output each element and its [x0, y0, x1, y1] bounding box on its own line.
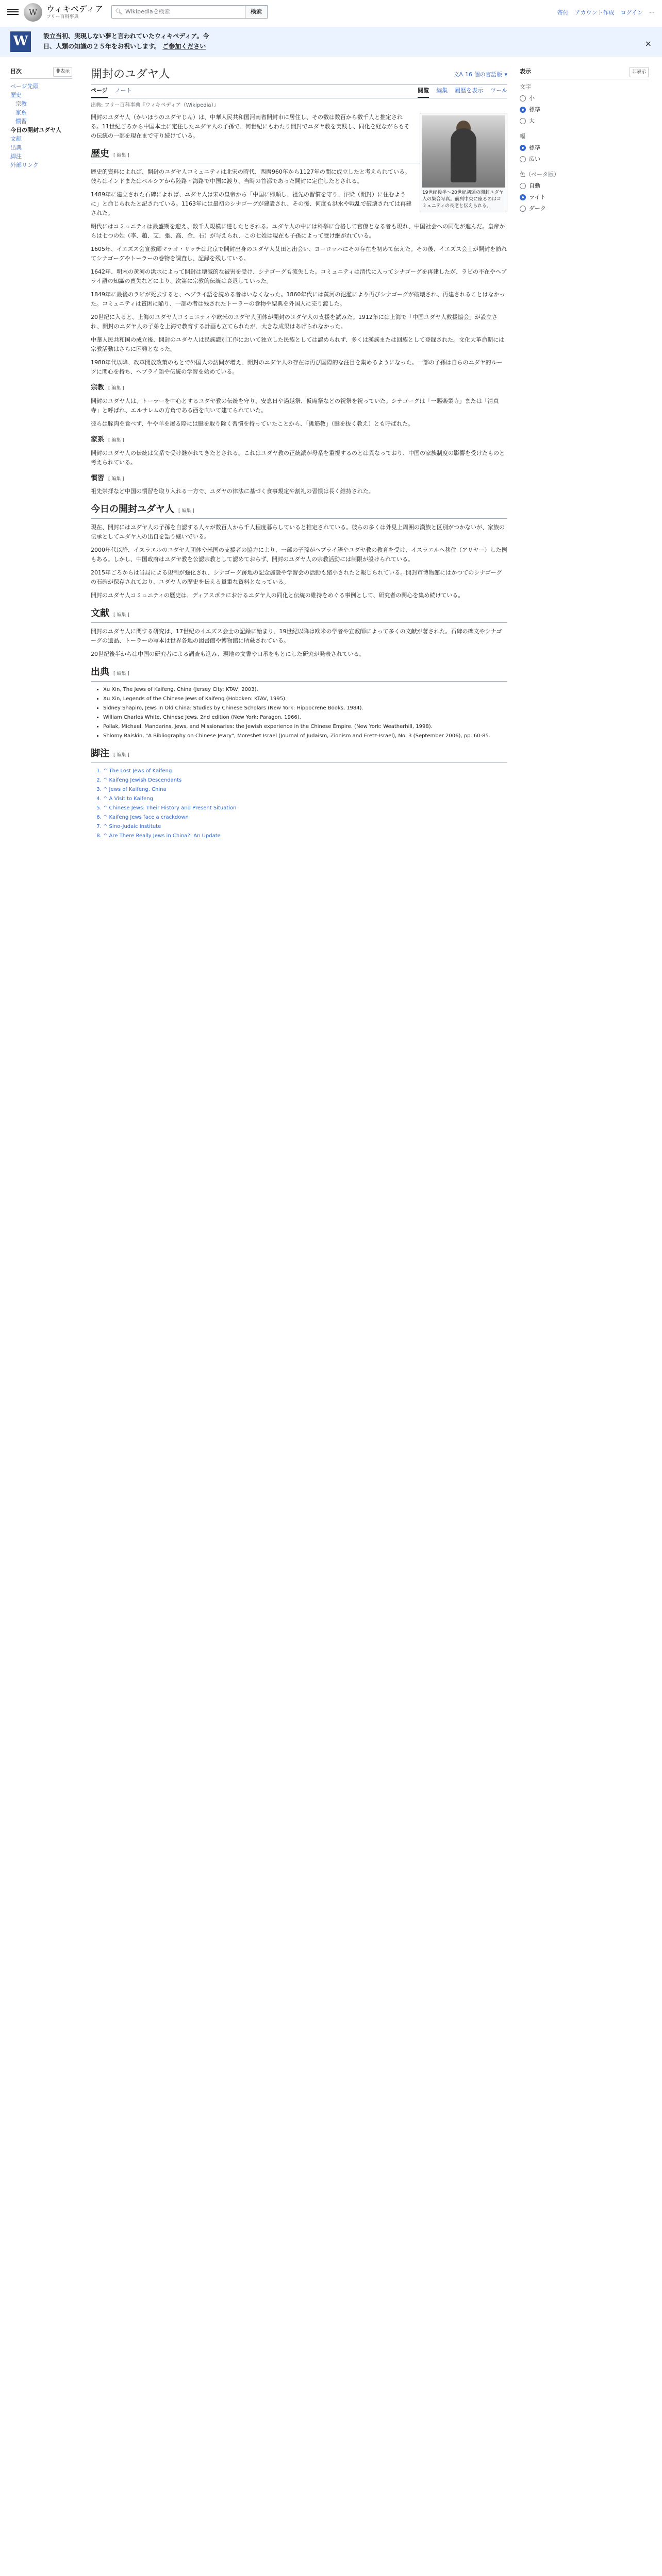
section-heading-literature: 文献 [ 編集 ] [91, 607, 507, 623]
history-paragraph: 20世紀に入ると、上海のユダヤ人コミュニティや欧米のユダヤ人団体が開封のユダヤ人の支援を試みた。1912年には上海で「中国ユダヤ人救援協会」が設立され、開封のユダヤ人の子弟を上海で教育する計画も立てられたが、大きな成果はあげられなかった。 [91, 314, 498, 330]
history-paragraph: 1642年、明末の黄河の洪水によって開封は壊滅的な被害を受け、シナゴーグも流失した。コミュニティは清代に入ってシナゴーグを再建したが、ラビの不在やヘブライ語の知識の喪失などにより、次第に宗教的伝統は衰退していった。 [91, 268, 507, 284]
language-icon: 文A [453, 71, 463, 78]
list-item: • William Charles White, Chinese Jews, 2nd edition (New York: Paragon, 1966). [103, 714, 507, 722]
tab-history[interactable]: 履歴を表示 [455, 87, 484, 94]
footnote-link[interactable]: 4. ^ A Visit to Kaifeng [103, 795, 507, 803]
subsection-heading-customs: 慣習 [ 編集 ] [91, 474, 124, 482]
notes-list [91, 767, 507, 840]
login-link[interactable]: ログイン [620, 9, 643, 16]
history-paragraph: 歴史的資料によれば、開封のユダヤ人コミュニティは北宋の時代、西暦960年から1127年の間に成立したと考えられている。彼らはインドまたはペルシアから陸路・海路で中国に渡り、当時の首都であった開封に定住したとされる。 [91, 168, 410, 184]
search-form [111, 5, 268, 19]
edit-link[interactable]: [ 編集 ] [108, 386, 124, 391]
text-size-option[interactable]: 標準 [520, 105, 649, 114]
literature-paragraph: 開封のユダヤ人に関する研究は、17世紀のイエズス会士の記録に始まり、19世紀以降は欧米の学者や宣教師によって多くの文献が著された。石碑の碑文やシナゴーグの遺品、トーラーの写本は世界各地の図書館や博物館に所蔵されている。 [91, 628, 502, 645]
history-paragraph: 中華人民共和国の成立後、開封のユダヤ人は民族識別工作において独立した民族としては認められず、多くは漢族または回族として登録された。文化大革命期には宗教活動はさらに困難となった。 [91, 336, 505, 352]
tab-tools[interactable]: ツール [490, 87, 507, 94]
text-size-option[interactable]: 大 [520, 116, 649, 126]
from-wikipedia: 出典: フリー百科事典『ウィキペディア（Wikipedia）』 [91, 103, 219, 108]
width-option[interactable]: 標準 [520, 143, 649, 152]
search-placeholder: Wikipediaを検索 [125, 8, 170, 15]
banner-close-button[interactable]: × [644, 39, 652, 48]
subsection-heading-lineage: 家系 [ 編集 ] [91, 435, 124, 444]
user-menu [557, 8, 655, 18]
toc-item-notes[interactable]: 脚注 [10, 153, 22, 160]
appearance-header: 表示 非表示 [520, 67, 649, 79]
today-paragraph: 2000年代以降、イスラエルのユダヤ人団体や米国の支援者の協力により、一部の子孫がヘブライ語やユダヤ教の教育を受け、イスラエルへ移住（アリヤー）した例もある。しかし、中国政府はユダヤ教を公認宗教として認めておらず、開封のユダヤ人の宗教活動には制限が設けられている。 [91, 547, 507, 563]
toc-item-literature[interactable]: 文献 [10, 135, 22, 142]
logo-subtitle: フリー百科事典 [46, 14, 79, 20]
logo-title: ウィキペディア [46, 4, 103, 14]
footnote-link[interactable]: 6. ^ Kaifeng Jews face a crackdown [103, 814, 507, 822]
toc-item-external[interactable]: 外部リンク [10, 162, 39, 168]
toc-subitem-customs[interactable]: 慣習 [15, 118, 27, 125]
create-account-link[interactable]: アカウント作成 [574, 9, 615, 16]
site-logo[interactable] [24, 3, 103, 22]
religion-paragraph: 彼らは豚肉を食べず、牛や羊を屠る際には腱を取り除く習慣を持っていたことから、「挑筋教」（腱を抜く教え）とも呼ばれた。 [91, 420, 414, 427]
width-group: 幅 標準 広い [520, 132, 649, 164]
fundraising-banner [0, 27, 662, 57]
lineage-paragraph: 開封のユダヤ人の伝統は父系で受け継がれてきたとされる。これはユダヤ教の正統派が母系を重視するのとは異なっており、中国の家族制度の影響を受けたものと考えられている。 [91, 449, 505, 466]
toc-subitem-lineage[interactable]: 家系 [15, 109, 27, 116]
banner-message: 設立当初、実現しない夢と言われていたウィキペディア。今日、人類の知識の２５年をお祝いします。 ご参加ください [43, 32, 209, 50]
section-heading-sources: 出典 [ 編集 ] [91, 666, 507, 682]
footnote-link[interactable]: 8. ^ Are There Really Jews in China?: An Update [103, 832, 507, 840]
literature-paragraph: 20世紀後半からは中国の研究者による調査も進み、現地の文書や口承をもとにした研究が発表されている。 [91, 651, 365, 658]
toc-header: 目次 非表示 [10, 67, 72, 79]
history-paragraph: 1849年に最後のラビが死去すると、ヘブライ語を読める者はいなくなった。1860年代には黄河の氾濫により再びシナゴーグが破壊され、再建されることはなかった。コミュニティは貧困に陥り、一部の者は残されたトーラーの巻物や聖典を外国人に売り渡した。 [91, 291, 505, 307]
edit-link[interactable]: [ 編集 ] [113, 753, 129, 758]
page-tabs [91, 86, 507, 98]
edit-link[interactable]: [ 編集 ] [108, 476, 124, 482]
religion-paragraph: 開封のユダヤ人は、トーラーを中心とするユダヤ教の伝統を守り、安息日や過越祭、仮庵祭などの祝祭を祝っていた。シナゴーグは「一賜楽業寺」または「清真寺」と呼ばれ、エルサレムの方角である西を向いて建てられていた。 [91, 397, 499, 414]
edit-link[interactable]: [ 編集 ] [113, 671, 129, 677]
today-paragraph: 開封のユダヤ人コミュニティの歴史は、ディアスポラにおけるユダヤ人の同化と伝統の維持をめぐる事例として、研究者の関心を集め続けている。 [91, 592, 464, 599]
color-group: 色（ベータ版） 自動 ライト ダーク [520, 170, 649, 213]
banner-link[interactable]: ご参加ください [162, 43, 206, 50]
intro-paragraph: 開封のユダヤ人（かいほうのユダヤじん）は、中華人民共和国河南省開封市に居住し、その数は数百から数千人と推定される。11世紀ごろから中国本土に定住したユダヤ人の子孫で、何世紀にもわたり開封でユダヤ教を実践し、同化を経ながらもその伝統の一部を現在まで守り続けている。 [91, 114, 410, 139]
banner-logo-icon: W [10, 31, 31, 52]
section-heading-notes: 脚注 [ 編集 ] [91, 748, 507, 763]
history-paragraph: 1980年代以降、改革開放政策のもとで外国人の訪問が増え、開封のユダヤ人の存在は再び国際的な注目を集めるようになった。一部の子孫は自らのユダヤ的ルーツに関心を持ち、ヘブライ語や伝統の学習を始めている。 [91, 359, 503, 375]
appearance-panel [520, 67, 649, 219]
toc-item-sources[interactable]: 出典 [10, 144, 22, 151]
main-content [91, 67, 507, 841]
footnote-link[interactable]: 7. ^ Sino-Judaic Institute [103, 823, 507, 831]
today-paragraph: 現在、開封にはユダヤ人の子孫を自認する人々が数百人から千人程度暮らしていると推定されている。彼らの多くは外見上周囲の漢族と区別がつかないが、家族の伝承としてユダヤ人の出自を語り継いでいる。 [91, 524, 505, 540]
color-option[interactable]: ライト [520, 193, 649, 202]
customs-paragraph: 祖先崇拝など中国の慣習を取り入れる一方で、ユダヤの律法に基づく食事規定や割礼の習慣は長く維持された。 [91, 488, 374, 495]
donate-link[interactable]: 寄付 [557, 9, 569, 16]
list-item: • Shlomy Raiskin, "A Bibliography on Chinese Jewry", Moreshet Israel (Journal of Judaism, Zionism and Eretz-Israel), No. 3 (September 2006), pp. 60-85. [103, 732, 507, 740]
search-button[interactable]: 検索 [245, 5, 268, 19]
section-heading-history: 歴史 [ 編集 ] [91, 148, 507, 163]
wikipedia-globe-icon: W [24, 3, 42, 22]
list-item: • Xu Xin, The Jews of Kaifeng, China (Jersey City: KTAV, 2003). [103, 686, 507, 694]
footnote-link[interactable]: 2. ^ Kaifeng Jewish Descendants [103, 776, 507, 785]
list-item: • Pollak, Michael. Mandarins, Jews, and Missionaries: the Jewish experience in the Chinese Empire. (New York: Weatherhill, 1998). [103, 723, 507, 731]
tab-edit[interactable]: 編集 [436, 87, 448, 94]
history-paragraph: 1489年に建立された石碑によれば、ユダヤ人は宋の皇帝から「中国に帰順し、祖先の習慣を守り、汴梁（開封）に住むように」と命じられたと記されている。1163年には最初のシナゴーグが建設され、その後、何度も洪水や戦乱で破壊されては再建された。 [91, 191, 412, 216]
footnote-link[interactable]: 3. ^ Jews of Kaifeng, China [103, 786, 507, 794]
search-icon: 🔍︎ [115, 8, 122, 15]
edit-link[interactable]: [ 編集 ] [113, 613, 129, 618]
language-count: 16 個の言語版 [465, 71, 503, 78]
sources-list [91, 686, 507, 740]
site-header [0, 0, 662, 26]
color-option[interactable]: 自動 [520, 181, 649, 191]
edit-link[interactable]: [ 編集 ] [108, 437, 124, 443]
tab-talk[interactable]: ノート [114, 87, 132, 94]
toc-item-history[interactable]: 歴史 [10, 92, 22, 98]
toc-hide-button[interactable]: 非表示 [53, 67, 72, 77]
subsection-heading-religion: 宗教 [ 編集 ] [91, 384, 124, 392]
color-option[interactable]: ダーク [520, 204, 649, 213]
search-input[interactable] [111, 5, 245, 19]
list-item: • Xu Xin, Legends of the Chinese Jews of Kaifeng (Hoboken: KTAV, 1995). [103, 695, 507, 703]
toc-item-today[interactable]: 今日の開封ユダヤ人 [10, 127, 61, 133]
main-menu-icon[interactable] [7, 7, 19, 16]
toc-subitem-religion[interactable]: 宗教 [15, 100, 27, 107]
image-caption: 19世紀後半〜20世紀初頭の開封ユダヤ人の集合写真。前列中央に座るのはコミュニティの長老と伝えられる。 [422, 190, 504, 209]
language-button[interactable] [453, 70, 507, 79]
tab-read[interactable]: 閲覧 [418, 86, 429, 98]
footnote-link[interactable]: 1. ^ The Lost Jews of Kaifeng [103, 767, 507, 775]
page-title: 開封のユダヤ人 [91, 67, 507, 85]
edit-link[interactable]: [ 編集 ] [178, 509, 194, 514]
edit-link[interactable]: [ 編集 ] [113, 153, 129, 158]
text-size-option[interactable]: 小 [520, 94, 649, 103]
toc-item-top[interactable]: ページ先頭 [10, 83, 39, 90]
text-size-group: 文字 小 標準 大 [520, 82, 649, 126]
appearance-hide-button[interactable]: 非表示 [630, 67, 649, 77]
list-item: • Sidney Shapiro, Jews in Old China: Studies by Chinese Scholars (New York: Hippocrene Books, 1984). [103, 704, 507, 713]
footnote-link[interactable]: 5. ^ Chinese Jews: Their History and Present Situation [103, 804, 507, 812]
width-option[interactable]: 広い [520, 155, 649, 164]
section-heading-today: 今日の開封ユダヤ人 [ 編集 ] [91, 503, 507, 519]
today-paragraph: 2015年ごろからは当局による規制が強化され、シナゴーグ跡地の記念施設や学習会の活動も縮小されたと報じられている。開封市博物館にはかつてのシナゴーグの石碑が保存されており、ユダヤ人の歴史を伝える貴重な資料となっている。 [91, 569, 502, 586]
tab-page[interactable]: ページ [91, 86, 108, 98]
table-of-contents [10, 67, 72, 170]
history-paragraph: 明代にはコミュニティは最盛期を迎え、数千人規模に達したとされる。ユダヤ人の中には科挙に合格して官僚となる者も現れ、中国社会への同化が進んだ。皇帝からは七つの姓（李、趙、艾、張、高、金、石）が与えられ、この七姓は現在も子孫によって受け継がれている。 [91, 223, 505, 239]
chevron-down-icon: ▾ [504, 71, 507, 78]
infobox-image [420, 113, 507, 212]
group-photo[interactable] [422, 115, 505, 188]
history-paragraph: 1605年、イエズス会宣教師マテオ・リッチは北京で開封出身のユダヤ人艾田と出会い、ヨーロッパにその存在を初めて伝えた。その後、イエズス会士が開封を訪れてシナゴーグやトーラーの巻物を調査し、記録を残している。 [91, 246, 507, 262]
article-body [91, 113, 507, 840]
more-options-icon[interactable]: ⋯ [649, 9, 655, 16]
